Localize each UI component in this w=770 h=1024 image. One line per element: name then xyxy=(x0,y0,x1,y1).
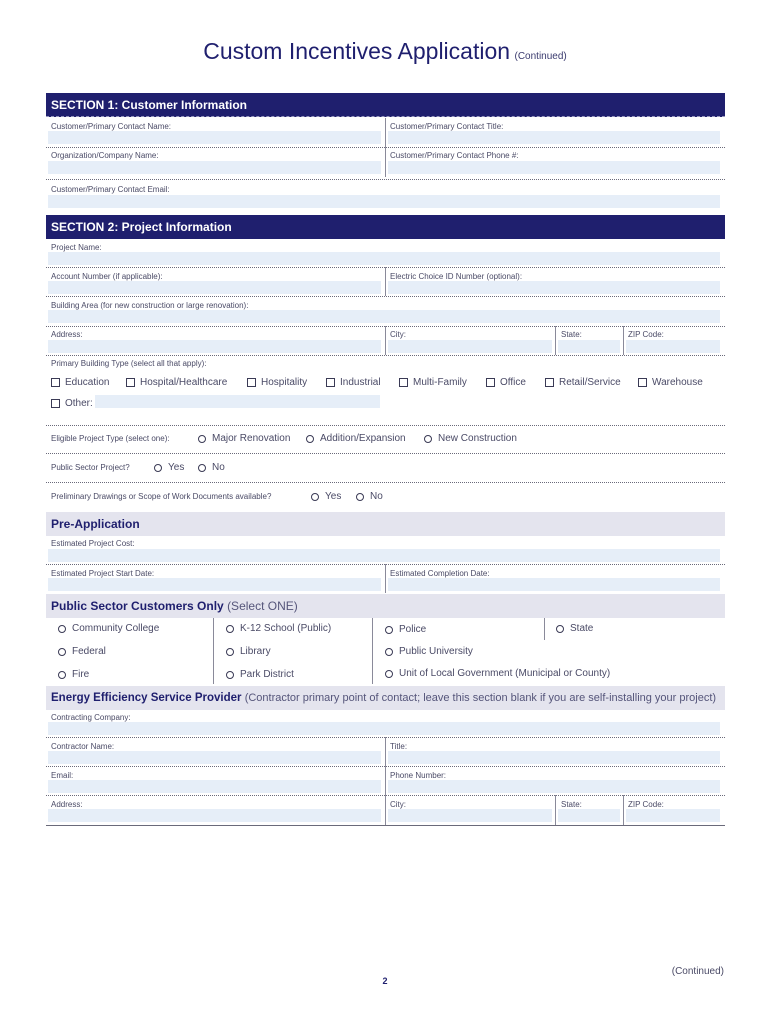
public-sector-no[interactable]: No xyxy=(198,462,225,473)
checkbox-icon xyxy=(545,378,554,387)
contact-email-label: Customer/Primary Contact Email: xyxy=(51,185,170,194)
contracting-company-label: Contracting Company: xyxy=(51,713,131,722)
estimated-cost-field[interactable] xyxy=(48,549,720,562)
checkbox-icon xyxy=(51,399,60,408)
contractor-email-label: Email: xyxy=(51,771,74,780)
divider xyxy=(385,118,386,147)
ps-federal[interactable]: Federal xyxy=(58,646,106,657)
divider xyxy=(385,267,386,296)
page-title xyxy=(0,38,770,65)
project-name-field[interactable] xyxy=(48,252,720,265)
ps-k12[interactable]: K-12 School (Public) xyxy=(226,623,331,634)
building-type-office[interactable]: Office xyxy=(486,377,526,388)
contractor-title-label: Title: xyxy=(390,742,408,751)
contractor-phone-field[interactable] xyxy=(388,780,720,793)
divider xyxy=(623,326,624,355)
checkbox-icon xyxy=(51,378,60,387)
row-divider xyxy=(46,482,725,483)
project-type-major-renovation[interactable]: Major Renovation xyxy=(198,433,290,444)
page-number: 2 xyxy=(382,976,388,986)
project-type-label: Eligible Project Type (select one): xyxy=(51,434,170,443)
ps-state[interactable]: State xyxy=(556,623,593,634)
radio-icon xyxy=(385,648,393,656)
org-name-field[interactable] xyxy=(48,161,381,174)
building-type-hospitality[interactable]: Hospitality xyxy=(247,377,307,388)
radio-icon xyxy=(58,648,66,656)
checkbox-icon xyxy=(326,378,335,387)
divider xyxy=(544,618,545,640)
radio-icon xyxy=(306,435,314,443)
completion-date-label: Estimated Completion Date: xyxy=(390,569,490,578)
start-date-label: Estimated Project Start Date: xyxy=(51,569,155,578)
drawings-label: Preliminary Drawings or Scope of Work Documents available? xyxy=(51,492,272,501)
contact-title-label: Customer/Primary Contact Title: xyxy=(390,122,504,131)
divider xyxy=(385,795,386,825)
checkbox-icon xyxy=(486,378,495,387)
section1-heading: SECTION 1: Customer Information xyxy=(46,93,725,117)
public-sector-yes[interactable]: Yes xyxy=(154,462,184,473)
estimated-cost-label: Estimated Project Cost: xyxy=(51,539,135,548)
building-type-multifamily[interactable]: Multi-Family xyxy=(399,377,467,388)
radio-icon xyxy=(311,493,319,501)
building-area-label: Building Area (for new construction or large renovation): xyxy=(51,301,249,310)
contractor-zip-field[interactable] xyxy=(626,809,720,822)
contractor-state-label: State: xyxy=(561,800,582,809)
ps-police[interactable]: Police xyxy=(385,624,426,635)
project-type-addition[interactable]: Addition/Expansion xyxy=(306,433,406,444)
building-type-education[interactable]: Education xyxy=(51,377,109,388)
city-label: City: xyxy=(390,330,406,339)
row-divider xyxy=(46,425,725,426)
contractor-city-label: City: xyxy=(390,800,406,809)
ps-local-government[interactable]: Unit of Local Government (Municipal or County) xyxy=(385,668,610,679)
address-field[interactable] xyxy=(48,340,381,353)
row-divider xyxy=(46,825,725,826)
building-type-warehouse[interactable]: Warehouse xyxy=(638,377,703,388)
project-type-new-construction[interactable]: New Construction xyxy=(424,433,517,444)
radio-icon xyxy=(226,648,234,656)
building-type-industrial[interactable]: Industrial xyxy=(326,377,381,388)
radio-icon xyxy=(198,464,206,472)
state-field[interactable] xyxy=(558,340,620,353)
divider xyxy=(372,618,373,684)
address-label: Address: xyxy=(51,330,83,339)
ps-fire[interactable]: Fire xyxy=(58,669,89,680)
building-type-other[interactable]: Other: xyxy=(51,398,93,409)
building-type-retail[interactable]: Retail/Service xyxy=(545,377,621,388)
radio-icon xyxy=(58,671,66,679)
project-type-row xyxy=(51,434,184,443)
ps-public-university[interactable]: Public University xyxy=(385,646,473,657)
divider xyxy=(623,795,624,825)
radio-icon xyxy=(154,464,162,472)
radio-icon xyxy=(385,670,393,678)
row-divider xyxy=(46,179,725,180)
drawings-yes[interactable]: Yes xyxy=(311,491,341,502)
contact-name-label: Customer/Primary Contact Name: xyxy=(51,122,172,131)
divider xyxy=(555,795,556,825)
zip-label: ZIP Code: xyxy=(628,330,664,339)
section2-heading: SECTION 2: Project Information xyxy=(46,215,725,239)
drawings-no[interactable]: No xyxy=(356,491,383,502)
contractor-name-field[interactable] xyxy=(48,751,381,764)
checkbox-icon xyxy=(399,378,408,387)
public-sector-row xyxy=(51,463,144,472)
zip-field[interactable] xyxy=(626,340,720,353)
radio-icon xyxy=(58,625,66,633)
provider-heading: Energy Efficiency Service Provider (Contractor primary point of contact; leave this section blank if you are self-installing your project) xyxy=(46,686,725,710)
row-divider xyxy=(46,296,725,297)
contact-phone-label: Customer/Primary Contact Phone #: xyxy=(390,151,519,160)
contact-name-field[interactable] xyxy=(48,131,381,144)
contractor-city-field[interactable] xyxy=(388,809,552,822)
divider xyxy=(385,766,386,795)
ps-library[interactable]: Library xyxy=(226,646,271,657)
radio-icon xyxy=(356,493,364,501)
public-sector-heading: Public Sector Customers Only (Select ONE) xyxy=(46,594,725,618)
divider xyxy=(555,326,556,355)
form-title: Custom Incentives Application xyxy=(203,38,511,64)
divider xyxy=(385,326,386,355)
contractor-phone-label: Phone Number: xyxy=(390,771,447,780)
contact-phone-field[interactable] xyxy=(388,161,720,174)
drawings-row xyxy=(51,492,285,501)
ps-community-college[interactable]: Community College xyxy=(58,623,159,634)
checkbox-icon xyxy=(247,378,256,387)
project-name-label: Project Name: xyxy=(51,243,102,252)
contractor-title-field[interactable] xyxy=(388,751,720,764)
public-sector-label: Public Sector Project? xyxy=(51,463,130,472)
ps-park-district[interactable]: Park District xyxy=(226,669,294,680)
completion-date-field[interactable] xyxy=(388,578,720,591)
divider xyxy=(213,618,214,684)
contractor-name-label: Contractor Name: xyxy=(51,742,115,751)
radio-icon xyxy=(226,671,234,679)
building-type-hospital[interactable]: Hospital/Healthcare xyxy=(126,377,227,388)
start-date-field[interactable] xyxy=(48,578,381,591)
account-number-label: Account Number (if applicable): xyxy=(51,272,163,281)
contractor-email-field[interactable] xyxy=(48,780,381,793)
checkbox-icon xyxy=(126,378,135,387)
building-area-field[interactable] xyxy=(48,310,720,323)
org-name-label: Organization/Company Name: xyxy=(51,151,159,160)
contracting-company-field[interactable] xyxy=(48,722,720,735)
row-divider xyxy=(46,355,725,356)
contractor-zip-label: ZIP Code: xyxy=(628,800,664,809)
building-type-other-field[interactable] xyxy=(95,395,380,408)
radio-icon xyxy=(198,435,206,443)
radio-icon xyxy=(556,625,564,633)
divider xyxy=(385,564,386,593)
electric-choice-label: Electric Choice ID Number (optional): xyxy=(390,272,523,281)
divider xyxy=(385,737,386,766)
contact-title-field[interactable] xyxy=(388,131,720,144)
contractor-address-label: Address: xyxy=(51,800,83,809)
building-type-label: Primary Building Type (select all that apply): xyxy=(51,359,207,368)
state-label: State: xyxy=(561,330,582,339)
footer-continued: (Continued) xyxy=(671,966,724,977)
account-number-field[interactable] xyxy=(48,281,381,294)
checkbox-icon xyxy=(638,378,647,387)
radio-icon xyxy=(424,435,432,443)
electric-choice-field[interactable] xyxy=(388,281,720,294)
row-divider xyxy=(46,453,725,454)
radio-icon xyxy=(226,625,234,633)
contractor-address-field[interactable] xyxy=(48,809,381,822)
pre-application-heading: Pre-Application xyxy=(46,512,725,536)
radio-icon xyxy=(385,626,393,634)
contact-email-field[interactable] xyxy=(48,195,720,208)
form-title-continued: (Continued) xyxy=(514,51,567,62)
contractor-state-field[interactable] xyxy=(558,809,620,822)
divider xyxy=(385,147,386,177)
city-field[interactable] xyxy=(388,340,552,353)
